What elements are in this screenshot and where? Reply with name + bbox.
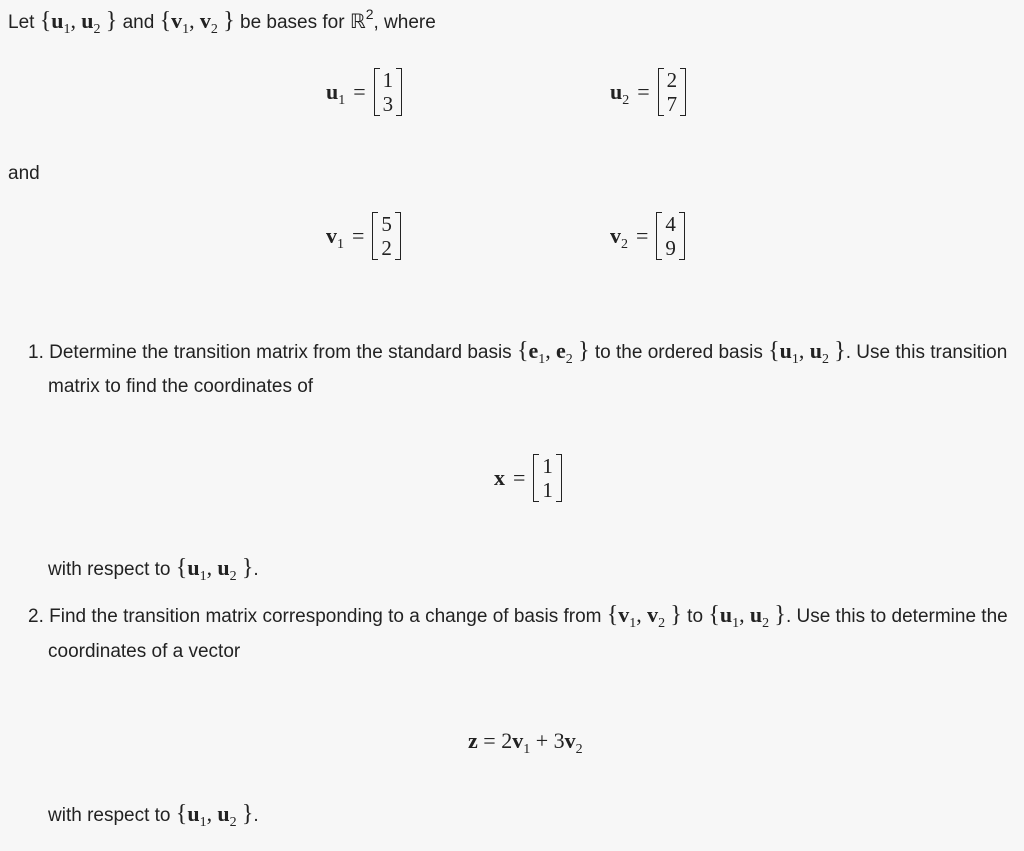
matrix-v2: 4 9: [656, 212, 685, 260]
item-1-with-respect: with respect to {$u_1$, $u_2$ }.: [48, 555, 259, 584]
matrix-v1: 5 2: [372, 212, 401, 260]
matrix-u1: 1 3: [374, 68, 403, 116]
vector-v2-equation: $v_2$ = 4 9: [610, 212, 685, 260]
real-numbers-symbol: ℝ: [349, 9, 366, 33]
item-2-line-1: 2. Find the transition matrix corresponding to a change of basis from {$v_1$, $v_2$ } to {$u_1$, $u_2$ }. Use this to determine the: [28, 602, 1008, 631]
vector-u1-equation: $u_1$ = 1 3: [326, 68, 402, 116]
intro-line: Let {$u_1$, $u_2$ } and {$v_1$, $v_2$ } be bases for ℝ$^2$, where: [8, 6, 436, 37]
item-2-with-respect: with respect to {$u_1$, $u_2$ }.: [48, 801, 259, 830]
connector-text: and: [8, 163, 40, 184]
item-1-line-2: matrix to find the coordinates of: [48, 376, 314, 397]
matrix-u2: 2 7: [658, 68, 687, 116]
item-2-line-2: coordinates of a vector: [48, 641, 241, 662]
vector-x-equation: x = 1 1: [494, 454, 562, 502]
matrix-x: 1 1: [533, 454, 562, 502]
vector-v1-equation: $v_1$ = 5 2: [326, 212, 401, 260]
vector-u2-equation: $u_2$ = 2 7: [610, 68, 686, 116]
item-1-line-1: 1. Determine the transition matrix from the standard basis {$e_1$, $e_2$ } to the ordered basis {$u_1$, $u_2$ }. Use this transition: [28, 338, 1008, 367]
z-equation: $z = 2v_1 + 3v_2$: [468, 728, 583, 757]
